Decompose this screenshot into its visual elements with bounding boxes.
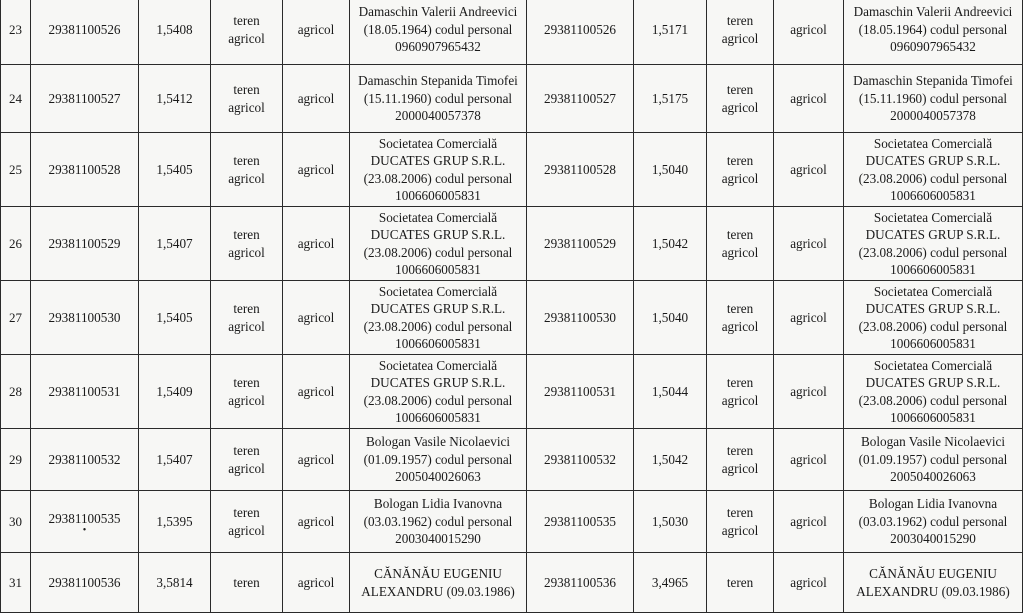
area-cell: 1,5042 bbox=[634, 207, 707, 281]
owner-cell-line: Bologan Lidia Ivanovna bbox=[373, 496, 503, 512]
owner-cell-line: (23.08.2006) codul personal bbox=[858, 392, 1008, 408]
owner-cell-line: 1006606005831 bbox=[890, 336, 976, 351]
area-cell: 1,5395 bbox=[139, 491, 211, 553]
category-cell bbox=[707, 553, 774, 613]
category-cell bbox=[707, 65, 774, 133]
owner-cell-line: 2005040026063 bbox=[395, 469, 481, 485]
category-cell-line: agricol bbox=[228, 318, 265, 334]
owner-cell bbox=[350, 553, 527, 613]
land-type-cell: agricol bbox=[283, 133, 350, 207]
owner-cell-line: (01.09.1957) codul personal bbox=[363, 451, 513, 467]
owner-cell-line: (23.08.2006) codul personal bbox=[858, 318, 1008, 334]
table-row bbox=[1, 281, 1023, 355]
owner-cell-line: (18.05.1964) codul personal bbox=[363, 21, 513, 37]
owner-cell-line: Damaschin Valerii Andreevici bbox=[853, 4, 1013, 20]
owner-cell-line: Societatea Comercială bbox=[378, 135, 498, 151]
cadastral-number-cell: 29381100528 bbox=[527, 133, 634, 207]
category-cell-line: agricol bbox=[228, 99, 265, 115]
category-cell-line: agricol bbox=[721, 244, 759, 260]
owner-cell-line: DUCATES GRUP S.R.L. bbox=[370, 301, 506, 316]
owner-cell bbox=[844, 0, 1023, 65]
category-cell-line: teren bbox=[726, 443, 754, 458]
owner-cell bbox=[350, 0, 527, 65]
area-cell: 1,5042 bbox=[634, 429, 707, 491]
owner-cell bbox=[844, 65, 1023, 133]
owner-cell-line: (01.09.1957) codul personal bbox=[858, 451, 1008, 467]
owner-cell-line: Bologan Vasile Nicolaevici bbox=[860, 434, 1006, 450]
area-cell: 1,5030 bbox=[634, 491, 707, 553]
owner-cell bbox=[350, 281, 527, 355]
owner-cell-line: 0960907965432 bbox=[395, 39, 481, 55]
category-cell bbox=[707, 491, 774, 553]
owner-cell-line: Societatea Comercială bbox=[873, 209, 993, 225]
owner-cell-line: (23.08.2006) codul personal bbox=[363, 392, 513, 408]
cadastral-number-cell: 29381100530 bbox=[527, 281, 634, 355]
category-cell bbox=[211, 133, 283, 207]
land-type-cell: agricol bbox=[283, 65, 350, 133]
category-cell-line: agricol bbox=[721, 30, 759, 46]
category-cell-line: teren bbox=[726, 227, 754, 242]
owner-cell-line: 1006606005831 bbox=[890, 262, 976, 277]
cadastral-number-cell: 29381100527 bbox=[527, 65, 634, 133]
row-number: 30 bbox=[1, 491, 31, 553]
owner-cell-line: DUCATES GRUP S.R.L. bbox=[370, 375, 506, 390]
owner-cell bbox=[844, 491, 1023, 553]
area-cell: 1,5044 bbox=[634, 355, 707, 429]
owner-cell-line: Bologan Vasile Nicolaevici bbox=[365, 434, 511, 450]
owner-cell-line: DUCATES GRUP S.R.L. bbox=[865, 153, 1001, 168]
owner-cell-line: (18.05.1964) codul personal bbox=[858, 21, 1008, 37]
land-type-cell: agricol bbox=[774, 491, 844, 553]
area-cell: 1,5040 bbox=[634, 133, 707, 207]
owner-cell-line: Damaschin Valerii Andreevici bbox=[358, 4, 518, 20]
category-cell-line: teren bbox=[233, 574, 260, 590]
area-cell: 1,5412 bbox=[139, 65, 211, 133]
land-type-cell: agricol bbox=[774, 429, 844, 491]
category-cell-line: teren bbox=[233, 301, 260, 316]
area-cell: 1,5409 bbox=[139, 355, 211, 429]
category-cell-line: teren bbox=[726, 574, 754, 590]
owner-cell bbox=[350, 491, 527, 553]
land-type-cell: agricol bbox=[283, 355, 350, 429]
land-type-cell: agricol bbox=[283, 281, 350, 355]
owner-cell bbox=[844, 553, 1023, 613]
category-cell-line: agricol bbox=[721, 392, 759, 408]
row-number: 26 bbox=[1, 207, 31, 281]
table-row bbox=[1, 491, 1023, 553]
table-row bbox=[1, 65, 1023, 133]
owner-cell bbox=[350, 429, 527, 491]
land-type-cell: agricol bbox=[283, 429, 350, 491]
category-cell-line: teren bbox=[233, 505, 260, 520]
land-type-cell: agricol bbox=[283, 553, 350, 613]
category-cell-line: teren bbox=[726, 301, 754, 316]
cadastral-number-cell: 29381100531 bbox=[527, 355, 634, 429]
cadastral-number-cell: 29381100532 bbox=[31, 429, 139, 491]
owner-cell-line: 2005040026063 bbox=[890, 469, 976, 485]
category-cell bbox=[211, 491, 283, 553]
category-cell-line: agricol bbox=[228, 30, 265, 46]
ink-dot-mark: • bbox=[82, 524, 87, 536]
owner-cell-line: 1006606005831 bbox=[395, 410, 481, 425]
land-type-cell: agricol bbox=[774, 65, 844, 133]
table-row bbox=[1, 0, 1023, 65]
category-cell bbox=[707, 429, 774, 491]
cadastral-number-cell: 29381100527 bbox=[31, 65, 139, 133]
owner-cell-line: DUCATES GRUP S.R.L. bbox=[865, 301, 1001, 316]
category-cell bbox=[707, 281, 774, 355]
category-cell-line: agricol bbox=[721, 318, 759, 334]
area-cell: 1,5405 bbox=[139, 133, 211, 207]
owner-cell-line: Societatea Comercială bbox=[378, 283, 498, 299]
category-cell-line: teren bbox=[726, 153, 754, 168]
owner-cell bbox=[350, 355, 527, 429]
category-cell-line: agricol bbox=[721, 170, 759, 186]
category-cell-line: teren bbox=[726, 375, 754, 390]
land-type-cell: agricol bbox=[774, 133, 844, 207]
owner-cell bbox=[844, 429, 1023, 491]
category-cell-line: teren bbox=[233, 227, 260, 242]
owner-cell-line: (23.08.2006) codul personal bbox=[363, 318, 513, 334]
land-type-cell: agricol bbox=[283, 0, 350, 65]
owner-cell bbox=[844, 281, 1023, 355]
land-type-cell: agricol bbox=[774, 0, 844, 65]
category-cell-line: agricol bbox=[228, 244, 265, 260]
owner-cell-line: (23.08.2006) codul personal bbox=[363, 244, 513, 260]
owner-cell-line: 1006606005831 bbox=[395, 188, 481, 203]
category-cell-line: teren bbox=[233, 153, 260, 168]
category-cell-line: agricol bbox=[228, 460, 265, 476]
area-cell: 1,5175 bbox=[634, 65, 707, 133]
table-row bbox=[1, 207, 1023, 281]
cadastral-number-cell: 29381100529 bbox=[31, 207, 139, 281]
cadastral-number-cell: 29381100528 bbox=[31, 133, 139, 207]
row-number: 27 bbox=[1, 281, 31, 355]
owner-cell-line: DUCATES GRUP S.R.L. bbox=[370, 227, 506, 242]
owner-cell-line: DUCATES GRUP S.R.L. bbox=[865, 375, 1001, 390]
cadastral-number-text: 29381100535 bbox=[48, 511, 121, 527]
cadastral-number-cell: 29381100532 bbox=[527, 429, 634, 491]
owner-cell-line: ALEXANDRU (09.03.1986) bbox=[856, 583, 1010, 599]
land-type-cell: agricol bbox=[774, 553, 844, 613]
owner-cell-line: 1006606005831 bbox=[395, 262, 481, 277]
cadastral-number-cell: 29381100530 bbox=[31, 281, 139, 355]
category-cell-line: agricol bbox=[721, 460, 759, 476]
land-type-cell: agricol bbox=[774, 207, 844, 281]
land-type-cell: agricol bbox=[774, 281, 844, 355]
category-cell-line: teren bbox=[726, 82, 754, 97]
owner-cell bbox=[844, 207, 1023, 281]
cadastral-number-cell: 29381100526 bbox=[527, 0, 634, 65]
area-cell: 1,5407 bbox=[139, 429, 211, 491]
area-cell: 1,5407 bbox=[139, 207, 211, 281]
area-cell: 3,5814 bbox=[139, 553, 211, 613]
owner-cell-line: 1006606005831 bbox=[395, 336, 481, 351]
category-cell-line: agricol bbox=[228, 522, 265, 538]
category-cell bbox=[707, 133, 774, 207]
owner-cell-line: (23.08.2006) codul personal bbox=[858, 244, 1008, 260]
area-cell: 1,5040 bbox=[634, 281, 707, 355]
owner-cell-line: ALEXANDRU (09.03.1986) bbox=[361, 583, 515, 599]
table-row bbox=[1, 429, 1023, 491]
category-cell bbox=[211, 281, 283, 355]
owner-cell bbox=[844, 355, 1023, 429]
cadastral-number-cell: 29381100535 bbox=[527, 491, 634, 553]
category-cell bbox=[211, 553, 283, 613]
category-cell bbox=[707, 0, 774, 65]
owner-cell-line: Societatea Comercială bbox=[873, 135, 993, 151]
owner-cell-line: Societatea Comercială bbox=[378, 357, 498, 373]
owner-cell-line: CĂNĂNĂU EUGENIU bbox=[869, 566, 997, 581]
owner-cell bbox=[350, 133, 527, 207]
category-cell bbox=[707, 355, 774, 429]
land-type-cell: agricol bbox=[283, 491, 350, 553]
cadastral-number-cell: 29381100536 bbox=[31, 553, 139, 613]
owner-cell-line: 2000040057378 bbox=[395, 108, 481, 124]
owner-cell bbox=[350, 207, 527, 281]
table-row bbox=[1, 133, 1023, 207]
owner-cell-line: 2000040057378 bbox=[890, 108, 976, 124]
row-number: 25 bbox=[1, 133, 31, 207]
category-cell bbox=[211, 355, 283, 429]
category-cell-line: teren bbox=[233, 82, 260, 97]
owner-cell bbox=[350, 65, 527, 133]
owner-cell-line: 1006606005831 bbox=[890, 410, 976, 425]
area-cell: 1,5171 bbox=[634, 0, 707, 65]
area-cell: 1,5405 bbox=[139, 281, 211, 355]
owner-cell-line: (23.08.2006) codul personal bbox=[363, 170, 513, 186]
owner-cell-line: (03.03.1962) codul personal bbox=[858, 513, 1008, 529]
owner-cell-line: DUCATES GRUP S.R.L. bbox=[865, 227, 1001, 242]
owner-cell-line: 2003040015290 bbox=[890, 531, 976, 547]
owner-cell-line: Societatea Comercială bbox=[873, 283, 993, 299]
owner-cell-line: (15.11.1960) codul personal bbox=[363, 90, 513, 106]
category-cell-line: teren bbox=[233, 443, 260, 458]
owner-cell-line: (15.11.1960) codul personal bbox=[858, 90, 1008, 106]
owner-cell-line: 2003040015290 bbox=[395, 531, 481, 547]
owner-cell-line: (23.08.2006) codul personal bbox=[858, 170, 1008, 186]
category-cell-line: teren bbox=[233, 375, 260, 390]
area-cell: 3,4965 bbox=[634, 553, 707, 613]
category-cell-line: teren bbox=[726, 13, 754, 28]
owner-cell-line: (03.03.1962) codul personal bbox=[363, 513, 513, 529]
owner-cell-line: Damaschin Stepanida Timofei bbox=[358, 73, 518, 89]
table-row bbox=[1, 355, 1023, 429]
owner-cell-line: Societatea Comercială bbox=[378, 209, 498, 225]
owner-cell-line: 0960907965432 bbox=[890, 39, 976, 55]
owner-cell-line: 1006606005831 bbox=[890, 188, 976, 203]
cadastral-number-cell: 29381100529 bbox=[527, 207, 634, 281]
owner-cell bbox=[844, 133, 1023, 207]
category-cell-line: agricol bbox=[721, 99, 759, 115]
row-number: 24 bbox=[1, 65, 31, 133]
category-cell-line: teren bbox=[726, 505, 754, 520]
table-row bbox=[1, 553, 1023, 613]
cadastral-number-cell: 29381100536 bbox=[527, 553, 634, 613]
category-cell bbox=[707, 207, 774, 281]
cadastral-number-cell bbox=[31, 491, 139, 553]
cadastral-number-cell: 29381100531 bbox=[31, 355, 139, 429]
row-number: 31 bbox=[1, 553, 31, 613]
row-number: 29 bbox=[1, 429, 31, 491]
category-cell-line: agricol bbox=[228, 170, 265, 186]
owner-cell-line: Damaschin Stepanida Timofei bbox=[853, 73, 1013, 89]
category-cell bbox=[211, 429, 283, 491]
category-cell-line: agricol bbox=[721, 522, 759, 538]
land-type-cell: agricol bbox=[774, 355, 844, 429]
cadastral-number-cell: 29381100526 bbox=[31, 0, 139, 65]
category-cell-line: teren bbox=[233, 13, 260, 28]
owner-cell-line: CĂNĂNĂU EUGENIU bbox=[374, 566, 502, 581]
row-number: 23 bbox=[1, 0, 31, 65]
category-cell bbox=[211, 207, 283, 281]
owner-cell-line: DUCATES GRUP S.R.L. bbox=[370, 153, 506, 168]
row-number: 28 bbox=[1, 355, 31, 429]
category-cell-line: agricol bbox=[228, 392, 265, 408]
land-type-cell: agricol bbox=[283, 207, 350, 281]
category-cell bbox=[211, 0, 283, 65]
area-cell: 1,5408 bbox=[139, 0, 211, 65]
owner-cell-line: Societatea Comercială bbox=[873, 357, 993, 373]
owner-cell-line: Bologan Lidia Ivanovna bbox=[868, 496, 998, 512]
category-cell bbox=[211, 65, 283, 133]
